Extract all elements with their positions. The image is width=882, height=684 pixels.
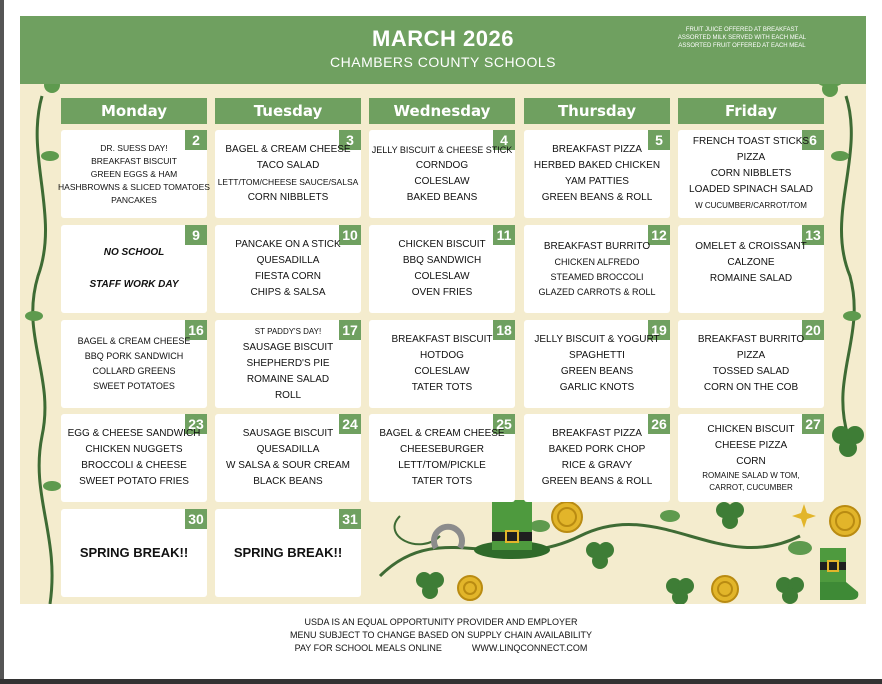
date-badge: 26 (648, 414, 670, 434)
gold-coin-icon (550, 500, 584, 534)
menu-item: CORN (736, 456, 766, 467)
window-edge (0, 679, 882, 684)
date-badge: 2 (185, 130, 207, 150)
menu-item: TATER TOTS (411, 476, 473, 487)
calendar-header (20, 16, 866, 84)
menu-cell (678, 320, 824, 408)
menu-item: PIZZA (736, 350, 766, 361)
clover-icon (580, 536, 620, 576)
menu-item: LETT/TOM/CHEESE SAUCE/SALSA (217, 177, 359, 187)
menu-item: EGG & CHEESE SANDWICH (67, 428, 201, 439)
menu-cell (215, 320, 361, 408)
day-header-thursday: Thursday (524, 98, 670, 124)
menu-item: W SALSA & SOUR CREAM (226, 460, 350, 471)
footer-website-link[interactable]: WWW.LINQCONNECT.COM (471, 643, 588, 653)
date-badge: 16 (185, 320, 207, 340)
menu-item: GREEN EGGS & HAM (90, 168, 178, 179)
footer-payment-line (0, 642, 882, 655)
menu-item: LETT/TOM/PICKLE (398, 460, 486, 471)
day-header-wednesday: Wednesday (369, 98, 515, 124)
meal-notes (662, 26, 822, 50)
menu-item: CARROT, CUCUMBER (709, 483, 793, 492)
menu-item: CHICKEN NUGGETS (85, 444, 183, 455)
date-badge: 13 (802, 225, 824, 245)
menu-item: BREAKFAST PIZZA (552, 144, 642, 155)
menu-item: ROLL (274, 390, 302, 401)
menu-item: GREEN BEANS (560, 366, 634, 377)
menu-cell (215, 225, 361, 313)
menu-cell (678, 225, 824, 313)
menu-item: BAGEL & CREAM CHEESE (77, 336, 191, 346)
clover-icon (710, 496, 750, 536)
menu-item: CORN ON THE COB (703, 382, 799, 393)
sparkle-icon (792, 504, 816, 528)
menu-item: HERBED BAKED CHICKEN (533, 160, 661, 171)
menu-cell (369, 225, 515, 313)
menu-item: GLAZED CARROTS & ROLL (538, 286, 656, 297)
menu-item: CHICKEN BISCUIT (398, 239, 486, 250)
menu-item: COLESLAW (414, 366, 470, 377)
menu-item: BREAKFAST PIZZA (552, 428, 642, 439)
menu-item: SWEET POTATO FRIES (79, 476, 189, 487)
menu-cell (678, 130, 824, 218)
menu-item: BLACK BEANS (253, 476, 323, 487)
date-badge: 27 (802, 414, 824, 434)
date-badge: 20 (802, 320, 824, 340)
menu-cell (215, 509, 361, 597)
menu-item: BREAKFAST BURRITO (697, 334, 805, 345)
clover-icon (770, 571, 810, 604)
date-badge: 25 (493, 414, 515, 434)
menu-item: JELLY BISCUIT & YOGURT (534, 334, 660, 345)
menu-item: PANCAKE ON A STICK (235, 239, 341, 250)
footer-usda-statement: USDA IS AN EQUAL OPPORTUNITY PROVIDER AND EMPLOYER (304, 617, 578, 627)
footer (0, 616, 882, 655)
date-badge: 30 (185, 509, 207, 529)
menu-item: CHEESE PIZZA (714, 440, 788, 451)
menu-item: CORN NIBBLETS (710, 168, 792, 179)
horseshoe-icon (428, 516, 468, 556)
menu-item: ROMAINE SALAD (246, 374, 330, 385)
date-badge: 23 (185, 414, 207, 434)
menu-item: QUESADILLA (256, 255, 320, 266)
menu-item: SHEPHERD'S PIE (246, 358, 330, 369)
menu-cell (61, 414, 207, 502)
menu-cell (369, 130, 515, 218)
date-badge: 3 (339, 130, 361, 150)
footer-pay-online: PAY FOR SCHOOL MEALS ONLINE (294, 643, 442, 653)
date-badge: 17 (339, 320, 361, 340)
menu-item: CHIPS & SALSA (250, 287, 326, 298)
day-header-monday: Monday (61, 98, 207, 124)
menu-item: TOSSED SALAD (712, 366, 790, 377)
menu-item: FRENCH TOAST STICKS (692, 136, 810, 147)
menu-item: TATER TOTS (411, 382, 473, 393)
menu-cell (524, 225, 670, 313)
date-badge: 19 (648, 320, 670, 340)
menu-item: CORN NIBBLETS (247, 192, 329, 203)
menu-cell (369, 320, 515, 408)
page-subtitle: CHAMBERS COUNTY SCHOOLS (330, 54, 556, 70)
meal-note: ASSORTED FRUIT OFFERED AT EACH MEAL (678, 43, 806, 49)
menu-item: RICE & GRAVY (561, 460, 633, 471)
menu-item: LOADED SPINACH SALAD (689, 184, 813, 195)
date-badge: 10 (339, 225, 361, 245)
menu-item: SPAGHETTI (569, 350, 625, 361)
page-title: MARCH 2026 (372, 26, 514, 51)
menu-cell (215, 130, 361, 218)
menu-item: FIESTA CORN (255, 271, 321, 282)
menu-item: PIZZA (736, 152, 766, 163)
date-badge: 5 (648, 130, 670, 150)
meal-note: FRUIT JUICE OFFERED AT BREAKFAST (685, 27, 799, 33)
footer-change-notice: MENU SUBJECT TO CHANGE BASED ON SUPPLY CHAIN AVAILABILITY (290, 630, 592, 640)
menu-item: ROMAINE SALAD W TOM, (702, 471, 800, 480)
menu-item: CHICKEN ALFREDO (554, 256, 640, 267)
menu-item: BREAKFAST BISCUIT (391, 334, 493, 345)
menu-item: W CUCUMBER/CARROT/TOM (695, 201, 807, 210)
menu-item: CORNDOG (415, 160, 469, 171)
menu-item: GREEN BEANS & ROLL (541, 192, 653, 203)
menu-item: GREEN BEANS & ROLL (541, 476, 653, 487)
menu-item: ROMAINE SALAD (709, 273, 793, 284)
leprechaun-hat-icon (472, 492, 552, 562)
clover-icon (660, 572, 700, 604)
date-badge: 11 (493, 225, 515, 245)
menu-item: BAGEL & CREAM CHEESE (379, 428, 505, 439)
day-header-tuesday: Tuesday (215, 98, 361, 124)
date-badge: 4 (493, 130, 515, 150)
gold-coin-icon (456, 574, 484, 602)
gold-coin-icon (828, 504, 862, 538)
date-badge: 6 (802, 130, 824, 150)
gold-coin-icon (710, 574, 740, 604)
menu-item: CHICKEN BISCUIT (707, 424, 795, 435)
menu-item: JELLY BISCUIT & CHEESE STICK (371, 145, 513, 155)
menu-item: CALZONE (727, 257, 775, 268)
clover-icon (410, 566, 450, 604)
menu-item: HASHBROWNS & SLICED TOMATOES (58, 181, 210, 192)
meal-note: ASSORTED MILK SERVED WITH EACH MEAL (677, 35, 807, 41)
menu-cell (215, 414, 361, 502)
menu-item: CHEESEBURGER (400, 444, 484, 455)
menu-item: SAUSAGE BISCUIT (242, 428, 334, 439)
menu-item: DR. SUESS DAY! (100, 142, 168, 153)
menu-item: OVEN FRIES (411, 287, 473, 298)
menu-item: BAKED BEANS (406, 192, 478, 203)
menu-item: BREAKFAST BURRITO (543, 240, 651, 252)
menu-item: BAGEL & CREAM CHEESE (225, 144, 351, 155)
menu-item: TACO SALAD (256, 160, 320, 171)
menu-cell (61, 509, 207, 597)
date-badge: 12 (648, 225, 670, 245)
menu-cell (61, 320, 207, 408)
menu-cell (524, 414, 670, 502)
menu-cell (678, 414, 824, 502)
menu-cell (58, 130, 210, 218)
menu-item: STEAMED BROCCOLI (550, 271, 644, 282)
date-badge: 9 (185, 225, 207, 245)
menu-item: BROCCOLI & CHEESE (81, 460, 187, 471)
date-badge: 18 (493, 320, 515, 340)
menu-item: SPRING BREAK!! (79, 545, 189, 560)
menu-cell (524, 320, 670, 408)
menu-item: BBQ PORK SANDWICH (84, 351, 184, 361)
menu-item: COLESLAW (414, 271, 470, 282)
menu-item: SWEET POTATOES (93, 381, 175, 391)
menu-cell (524, 130, 670, 218)
menu-item: ST PADDY'S DAY! (254, 327, 322, 336)
menu-item: BAKED PORK CHOP (548, 444, 646, 455)
menu-item: COLLARD GREENS (92, 366, 176, 376)
menu-item: YAM PATTIES (565, 176, 629, 187)
window-edge (0, 0, 4, 684)
menu-item: SPRING BREAK!! (233, 545, 343, 560)
boot-icon (806, 544, 862, 604)
menu-cell (61, 225, 207, 313)
menu-item: OMELET & CROISSANT (695, 241, 807, 252)
menu-item: HOTDOG (420, 350, 464, 361)
menu-item: QUESADILLA (256, 444, 320, 455)
menu-item: GARLIC KNOTS (559, 382, 635, 393)
date-badge: 31 (339, 509, 361, 529)
menu-item: BBQ SANDWICH (402, 255, 482, 266)
menu-item: PANCAKES (111, 194, 157, 205)
menu-item: BREAKFAST BISCUIT (91, 155, 177, 166)
menu-cell (369, 414, 515, 502)
clover-icon (826, 420, 866, 464)
date-badge: 24 (339, 414, 361, 434)
menu-item: NO SCHOOL (103, 247, 165, 258)
menu-item: SAUSAGE BISCUIT (242, 342, 334, 353)
menu-item: COLESLAW (414, 176, 470, 187)
menu-item: STAFF WORK DAY (89, 279, 179, 290)
day-header-friday: Friday (678, 98, 824, 124)
menu-page (20, 16, 866, 604)
